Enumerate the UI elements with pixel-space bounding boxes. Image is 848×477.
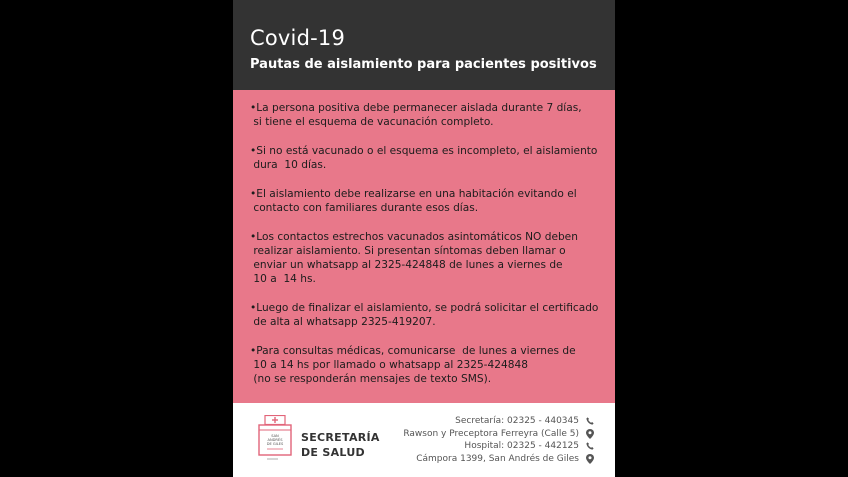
brand-line-1: SECRETARÍA	[301, 431, 380, 444]
poster	[233, 0, 615, 477]
guidelines-panel	[233, 90, 615, 403]
guidelines-list	[250, 101, 610, 401]
page-title: Covid-19	[250, 26, 346, 50]
page-subtitle: Pautas de aislamiento para pacientes positivos	[250, 57, 597, 72]
contact-row	[365, 415, 595, 428]
contact-text: Secretaría: 02325 - 440345	[455, 416, 579, 427]
hospital-logo	[258, 415, 292, 461]
brand-line-2: DE SALUD	[301, 446, 365, 459]
contact-text: Cámpora 1399, San Andrés de Giles	[416, 453, 579, 464]
svg-text:SAN: SAN	[271, 434, 279, 438]
header	[233, 0, 615, 90]
contact-row	[365, 428, 595, 441]
location-pin-icon	[585, 454, 595, 464]
phone-icon	[585, 442, 595, 450]
contact-list	[365, 415, 595, 465]
svg-text:DE GILES: DE GILES	[266, 442, 284, 446]
guideline-item: •Los contactos estrechos vacunados asintomáticos NO deben realizar aislamiento. Si presentan síntomas deben llamar o enviar un whatsapp al 2325-424848 de lunes a viernes de 10 a 14 hs.	[250, 230, 578, 286]
contact-text: Hospital: 02325 - 442125	[464, 441, 579, 452]
location-pin-icon	[585, 429, 595, 439]
contact-row	[365, 440, 595, 453]
guideline-item: •El aislamiento debe realizarse en una habitación evitando el contacto con familiares durante esos días.	[250, 187, 577, 215]
svg-text:ANDRÉS: ANDRÉS	[267, 438, 283, 442]
footer	[233, 403, 615, 477]
contact-row	[365, 453, 595, 466]
guideline-item: •Si no está vacunado o el esquema es incompleto, el aislamiento dura 10 días.	[250, 144, 598, 172]
guideline-item: •Para consultas médicas, comunicarse de lunes a viernes de 10 a 14 hs por llamado o whatsapp al 2325-424848 (no se responderán mensajes de texto SMS).	[250, 344, 576, 386]
phone-icon	[585, 417, 595, 425]
contact-text: Rawson y Preceptora Ferreyra (Calle 5)	[403, 428, 579, 439]
guideline-item: •Luego de finalizar el aislamiento, se podrá solicitar el certificado de alta al whatsapp 2325-419207.	[250, 302, 599, 329]
guideline-item: •La persona positiva debe permanecer aislada durante 7 días, si tiene el esquema de vacunación completo.	[250, 102, 582, 129]
